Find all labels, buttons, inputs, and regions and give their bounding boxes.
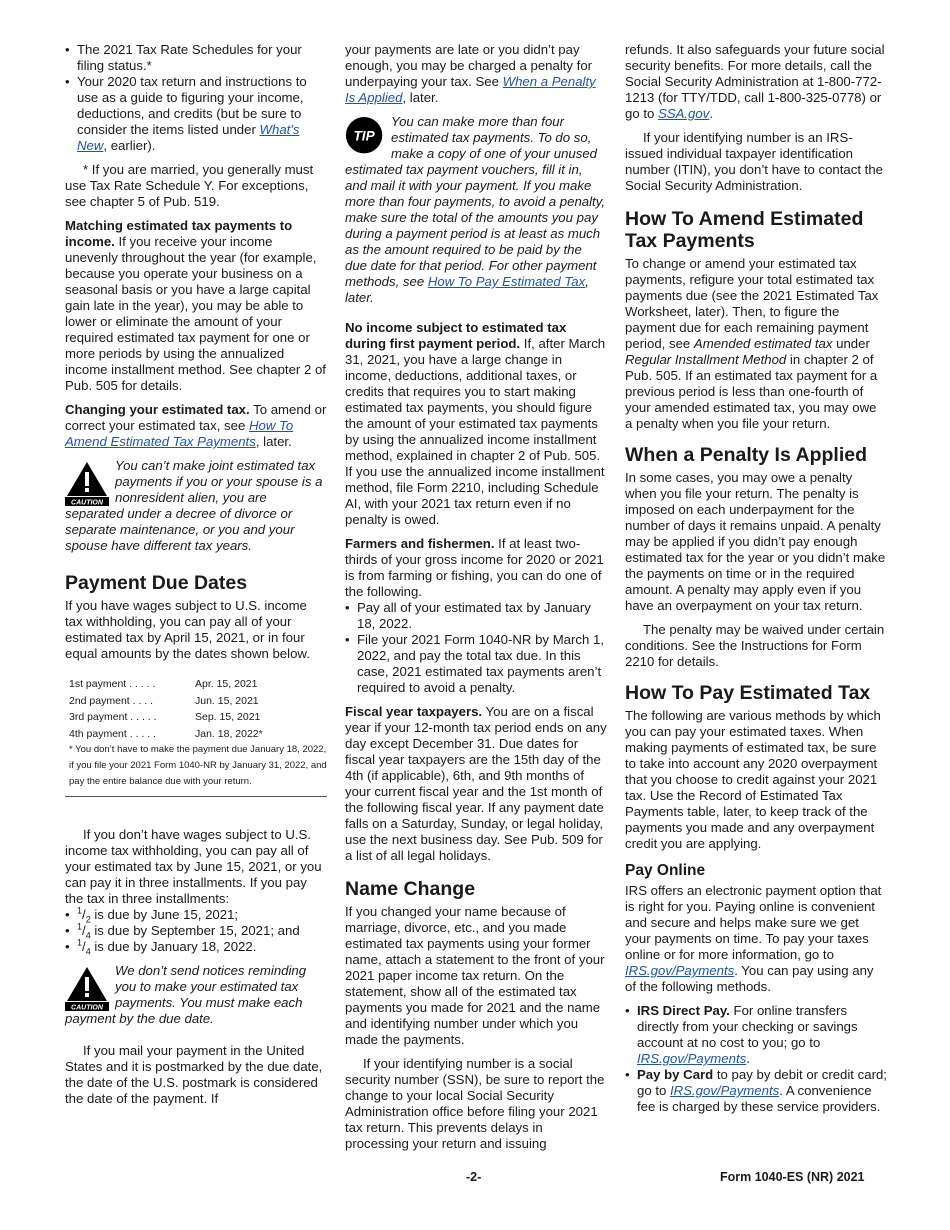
caution-label: CAUTION (71, 499, 103, 506)
tip-text: You can make more than four estimated tax payments. To do so, make a copy of one of your unused estimated tax payment vouchers, fill it in, and mail it with your payment. If you make more than four payments, to avoid a penalty, make sure the total of the amounts you pay during a payment period is at least as much as the amount required to be paid by the due date for that period. For other payment methods, see (345, 114, 605, 289)
table-cell: Jun. 15, 2021 (195, 694, 259, 707)
whats-new-link[interactable]: What's New (77, 122, 300, 153)
footnote-married: * If you are married, you generally must use Tax Rate Schedule Y. For exceptions, see chapter 5 of Pub. 519. (65, 162, 314, 209)
table-row (69, 726, 263, 743)
paragraph-text: , later. (255, 434, 292, 449)
heading-pay-online: Pay Online (625, 862, 706, 879)
fraction-denominator: 4 (85, 946, 91, 957)
table-cell: Jan. 18, 2022* (195, 727, 263, 740)
payment-method-list (625, 1003, 887, 1115)
column-1 (65, 42, 327, 1115)
paragraph-online (625, 883, 887, 995)
table-cell: Sep. 15, 2021 (195, 711, 261, 723)
paragraph-mail: If you mail your payment in the United States and it is postmarked by the due date, the date of the U.S. postmark is considered the date of the payment. If (65, 1043, 323, 1106)
paragraph-text: , later. (402, 90, 439, 105)
amend-link[interactable]: How To Amend Estimated Tax Payments (65, 418, 294, 449)
paragraph-text: IRS offers an electronic payment option that is right for you. Paying online is convenient and secure and helps make sure we get your payments on time. To pay your taxes online or for more information, go to (625, 883, 882, 962)
paragraph-text: If at least two-thirds of your gross income for 2020 or 2021 is from farming or fishing, you can do one of the following. (345, 536, 604, 599)
caution-icon (65, 460, 109, 506)
list-item-text: is due by September 15, 2021; and (90, 923, 300, 938)
paragraph-changing (65, 402, 327, 450)
paragraph-itin: If your identifying number is an IRS-issued individual taxpayer identification number (ITIN), you don’t have to contact the Social Security Administration. (625, 130, 884, 193)
paragraph-due: If you have wages subject to U.S. income tax withholding, you can pay all of your estimated tax by April 15, 2021, or in four equal amounts by the dates shown below. (65, 598, 310, 661)
paragraph-name-change: If you changed your name because of marriage, divorce, etc., and you made estimated tax payments using your former name, attach a statement to the front of your 2021 paper income tax return. On the statement, show all of the estimated tax payments you made for 2021 and the name and identifying number under which you made the payments. (345, 904, 605, 1047)
table-cell: 3rd payment . . . . . (69, 711, 157, 723)
paragraph-pay: The following are various methods by which you can pay your estimated taxes. When making payments of estimated tax, be sure to take into account any 2020 overpayment that you choose to credit against your 2021 tax. Use the Record of Estimated Tax Payments table, later, to keep track of the payments you made and any overpayment credit you are applying. (625, 708, 881, 851)
heading-penalty: When a Penalty Is Applied (625, 444, 867, 466)
heading-payment-due-dates: Payment Due Dates (65, 572, 248, 594)
table-row (69, 709, 263, 726)
caution-text: You can’t make joint estimated tax payments if you or your spouse is a nonresident alien, you are separated under a decree of divorce or separate maintenance, or you and your spouse have different tax years. (65, 458, 323, 553)
paragraph-text: Regular Installment Method (625, 352, 787, 367)
list-item-text: Your 2020 tax return and instructions to use as a guide to figuring your income, deductions, and credits (but be sure to consider the items listed under (77, 74, 307, 137)
list-item-text: to pay by debit or credit card; go to (637, 1067, 887, 1098)
ssa-link[interactable]: SSA.gov (658, 106, 710, 121)
paragraph-waived: The penalty may be waived under certain conditions. See the Instructions for Form 2210 for details. (625, 622, 885, 669)
fraction-numerator: 1 (77, 937, 83, 948)
list-item-text: is due by January 18, 2022. (90, 939, 257, 954)
list-item (65, 74, 327, 154)
form-title-footer: Form 1040-ES (NR) 2021 (720, 1170, 865, 1184)
paragraph-no-wages: If you don’t have wages subject to U.S. income tax withholding, you can pay all of your estimated tax by June 15, 2021, or you can pay it in three installments. If you pay the tax in three installments: (65, 827, 322, 906)
paragraph-text: your payments are late or you didn’t pay enough, you may be charged a penalty for underpaying your tax. See (345, 42, 593, 89)
paragraph-text: Amended estimated tax (693, 336, 833, 351)
farmers-list (345, 600, 607, 696)
heading-pay: How To Pay Estimated Tax (625, 682, 871, 704)
fraction-denominator: 4 (85, 930, 91, 941)
paragraph-text: refunds. It also safeguards your future social security benefits. For more details, call the Social Security Administration at 1-800-772-1213 (for TTY/TDD, call 1-800-325-0778) or go to (625, 42, 885, 121)
list-item (65, 42, 327, 74)
paragraph-ssn: If your identifying number is a social security number (SSN), be sure to report the change to your local Social Security Administration office before filing your 2021 tax return. This prevents delays in processing your return and issuing (345, 1056, 605, 1151)
run-in-heading: IRS Direct Pay. (637, 1003, 730, 1018)
heading-name-change: Name Change (345, 878, 476, 900)
fraction-numerator: 1 (77, 921, 83, 932)
table-row (69, 693, 263, 710)
run-in-heading: Matching estimated tax payments to income. (65, 218, 293, 249)
paragraph-text: To amend or correct your estimated tax, see (65, 402, 327, 433)
penalty-link[interactable]: When a Penalty Is Applied (345, 74, 596, 105)
installment-list (65, 907, 327, 955)
tip-note (345, 114, 607, 306)
paragraph-text: under (832, 336, 870, 351)
caution-label: CAUTION (71, 1004, 103, 1011)
list-item-text: is due by June 15, 2021; (90, 907, 239, 922)
paragraph-farmers (345, 536, 607, 600)
list-item (625, 1067, 887, 1115)
table-cell: 2nd payment . . . . (69, 694, 154, 707)
paragraph-text: To change or amend your estimated tax payments, refigure your total estimated tax payments due (see the 2021 Estimated Tax Worksheet, later). Then, to figure the payment due for each remaining payment period, see (625, 256, 879, 351)
tip-icon (345, 116, 385, 158)
list-item: • $^1/_4$ is due by September 15, 2021; and (65, 923, 327, 939)
paragraph-matching (65, 218, 327, 394)
caution-text: We don’t send notices reminding you to make your estimated tax payments. You must make each payment by the due date. (65, 963, 307, 1026)
fraction-denominator: 2 (85, 914, 91, 925)
tip-label: TIP (353, 128, 375, 144)
paragraph-no-income (345, 320, 607, 528)
run-in-heading: No income subject to estimated tax during first payment period. (345, 320, 567, 351)
list-item (625, 1003, 887, 1067)
run-in-heading: Fiscal year taxpayers. (345, 704, 483, 719)
paragraph-penalty: In some cases, you may owe a penalty when you file your return. The penalty is imposed on each underpayment for the number of days it remains unpaid. A penalty may be applied if you didn’t pay enough estimated tax for the year or you didn’t make the payments on time or in the required amount. A penalty may apply even if you have an overpayment on your tax return. (625, 470, 886, 613)
irs-payments-link[interactable]: IRS.gov/Payments (637, 1051, 747, 1066)
run-in-heading: Farmers and fishermen. (345, 536, 495, 551)
list-item-text: . A convenience fee is charged by these service providers. (637, 1083, 881, 1114)
divider (65, 796, 327, 797)
list-item-text: The 2021 Tax Rate Schedules for your filing status.* (77, 42, 302, 73)
list-item-text: , earlier). (103, 138, 156, 153)
run-in-heading: Changing your estimated tax. (65, 402, 250, 417)
caution-note (65, 963, 327, 1027)
list-item: • $^1/_4$ is due by January 18, 2022. (65, 939, 327, 955)
table-row (69, 676, 263, 693)
caution-icon (65, 965, 109, 1011)
list-item: • File your 2021 Form 1040-NR by March 1, 2022, and pay the total tax due. In this case, 2021 estimated tax payments aren’t required to avoid a penalty. (345, 632, 607, 696)
list-item: • $^1/_2$ is due by June 15, 2021; (65, 907, 327, 923)
paragraph-text: . (709, 106, 713, 121)
paragraph-continued (625, 42, 887, 122)
column-2 (345, 42, 607, 1160)
run-in-heading: Pay by Card (637, 1067, 714, 1082)
tip-text: , later. (345, 274, 589, 305)
paragraph-text: in chapter 2 of Pub. 505. If an estimated tax payment for a previous period is less than one-fourth of your amended estimated tax, you may owe a penalty when you file your return. (625, 352, 878, 431)
paragraph-continued (345, 42, 607, 106)
list-item: • Pay all of your estimated tax by January 18, 2022. (345, 600, 607, 632)
fraction-numerator: 1 (77, 905, 83, 916)
irs-payments-link[interactable]: IRS.gov/Payments (670, 1083, 780, 1098)
paragraph-text: If you receive your income unevenly throughout the year (for example, because you operate your business on a seasonal basis or you have a large capital gain late in the year), you may be able to lower or eliminate the amount of your required estimated tax payment for one or more periods by using the annualized income installment method. See chapter 2 of Pub. 505 for details. (65, 234, 326, 393)
heading-amend: How To Amend Estimated Tax Payments (625, 208, 864, 252)
table-cell: 4th payment . . . . . (69, 727, 156, 740)
table-footnote: * You don’t have to make the payment due January 18, 2022, if you file your 2021 Form 1040-NR by January 31, 2022, and pay the entire balance due with your return. (69, 744, 327, 787)
irs-payments-link[interactable]: IRS.gov/Payments (625, 963, 735, 978)
paragraph-fiscal-year (345, 704, 607, 864)
page-number: -2- (466, 1170, 482, 1184)
table-cell: 1st payment . . . . . (69, 678, 156, 690)
table-cell: Apr. 15, 2021 (195, 678, 258, 690)
list-item-text: For online transfers directly from your checking or savings account at no cost to you; go to (637, 1003, 858, 1050)
payment-table (69, 676, 263, 742)
list-item-text: . (746, 1051, 750, 1066)
paragraph-text: . You can pay using any of the following methods. (625, 963, 874, 994)
pay-estimated-tax-link[interactable]: How To Pay Estimated Tax (427, 274, 586, 289)
paragraph-text: You are on a fiscal year if your 12-month tax period ends on any day except December 31. Due dates for fiscal year taxpayers are the 15th day of the 4th (if applicable), 6th, and 9th months of your current fiscal year and the 1st month of the following fiscal year. If any payment date falls on a Saturday, Sunday, or legal holiday, use the next business day. See Pub. 509 for a list of all legal holidays. (345, 704, 607, 863)
paragraph-text: If, after March 31, 2021, you have a large change in income, deductions, additional taxes, or credits that requires you to start making estimated tax payments, you should figure the amount of your estimated tax payments by using the annualized income installment method, explained in chapter 2 of Pub. 505. If you use the annualized income installment method, file Form 2210, including Schedule AI, with your 2021 tax return even if no penalty is owed. (345, 336, 606, 527)
paragraph-amend (625, 256, 887, 432)
caution-note (65, 458, 327, 554)
bullet-list (65, 42, 327, 154)
column-3 (625, 42, 887, 1123)
